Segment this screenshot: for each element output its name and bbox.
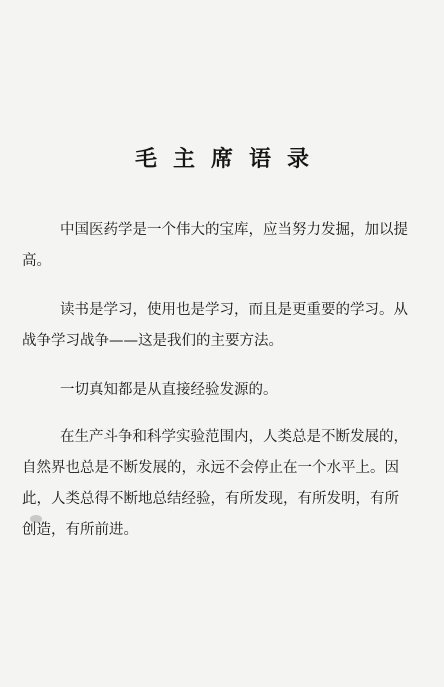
paragraph-line: 此，人类总得不断地总结经验，有所发现，有所发明，有所 [22,491,399,507]
quotation-paragraph-2 [22,295,420,357]
quotation-paragraph-4 [22,422,420,546]
paragraph-line: 在生产斗争和科学实验范围内，人类总是不断发展的， [60,429,408,445]
ink-smudge [30,515,42,523]
paragraph-line: 一切真知都是从直接经验发源的。 [60,382,278,398]
page-title: 毛主席语录 [134,146,325,172]
paragraph-line: 高。 [22,253,51,269]
paragraph-line: 中国医药学是一个伟大的宝库，应当努力发掘，加以提 [60,222,408,238]
paragraph-line: 读书是学习，使用也是学习，而且是更重要的学习。从 [60,302,408,318]
paragraph-line: 创造，有所前进。 [22,522,138,538]
quotation-paragraph-3 [22,375,420,406]
quotation-paragraph-1 [22,215,420,277]
paragraph-line: 自然界也总是不断发展的，永远不会停止在一个水平上。因 [22,460,399,476]
paragraph-line: 战争学习战争——这是我们的主要方法。 [22,333,283,349]
